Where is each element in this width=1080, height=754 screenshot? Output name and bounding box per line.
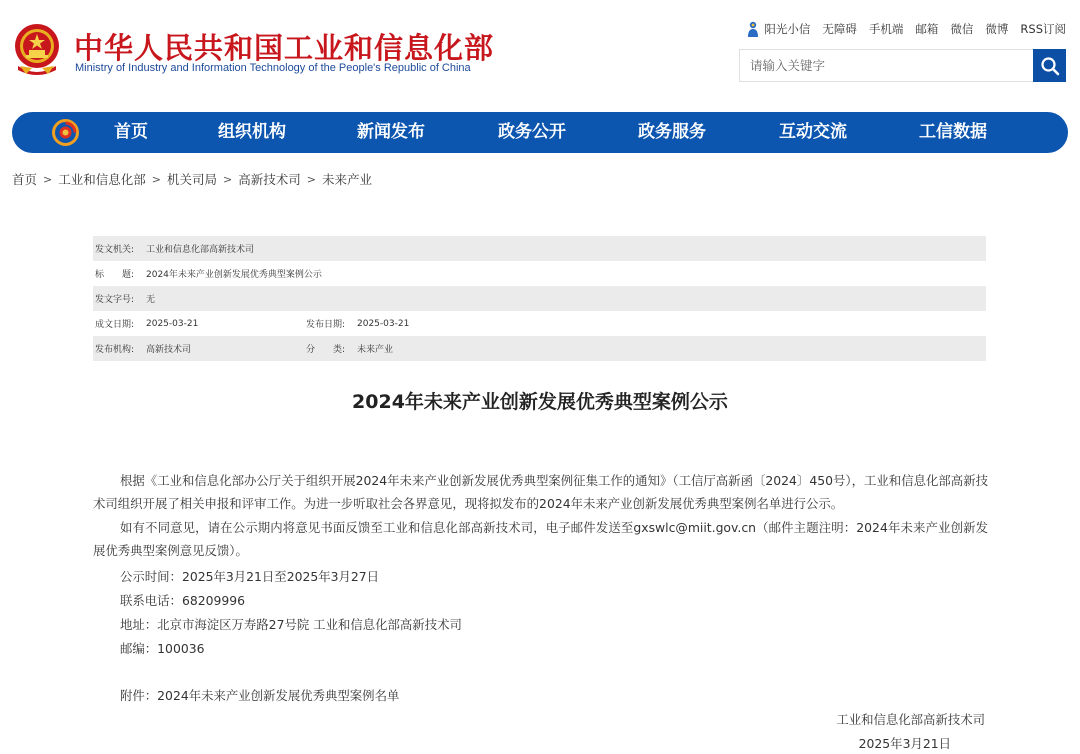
person-icon [746,21,760,37]
toplink-sunlight[interactable] [746,21,810,37]
meta-value: 无 [146,295,156,305]
attachment-link[interactable]: 附件：2024年未来产业创新发展优秀典型案例名单 [120,688,400,703]
nav-item-news[interactable]: 新闻发布 [357,122,425,142]
meta-label: 发文字号: [95,295,135,305]
meta-label: 发文机关: [95,245,135,255]
toplink-rss[interactable]: RSS订阅 [1020,22,1066,36]
nav-item-data[interactable]: 工信数据 [919,122,987,142]
contact-phone: 联系电话：68209996 [120,593,246,608]
breadcrumb-home[interactable]: 首页 [12,172,38,187]
breadcrumb-ministry[interactable]: 工业和信息化部 [58,172,146,187]
search-input[interactable] [740,50,1034,81]
nav-item-gov-affairs[interactable]: 政务公开 [498,122,566,142]
signature-date: 2025年3月21日 [858,736,951,751]
nav-item-interaction[interactable]: 互动交流 [779,122,847,142]
search-box [739,49,1066,82]
meta-row-issuer [93,236,986,261]
meta-value: 工业和信息化部高新技术司 [146,245,255,255]
toplink-mobile[interactable]: 手机端 [868,22,904,36]
meta-value: 2024年未来产业创新发展优秀典型案例公示 [146,270,322,280]
meta-row-dates [93,311,986,336]
breadcrumb-separator: > [306,172,316,186]
notice-period: 公示时间：2025年3月21日至2025年3月27日 [120,569,380,584]
nav-item-organization[interactable]: 组织机构 [218,122,286,142]
top-links [734,21,1066,37]
site-header [0,0,1080,110]
search-icon [1040,56,1060,76]
breadcrumb-departments[interactable]: 机关司局 [166,172,217,187]
meta-row-docno [93,286,986,311]
national-emblem-icon[interactable] [12,22,62,78]
meta-value: 未来产业 [357,345,394,355]
nav-item-home[interactable]: 首页 [114,122,148,142]
meta-label: 发布机构: [95,345,135,355]
site-title[interactable]: 中华人民共和国工业和信息化部 [74,31,495,65]
breadcrumb-separator: > [43,172,53,186]
contact-postcode: 邮编：100036 [120,641,205,656]
main-nav [12,112,1068,153]
article-paragraph: 如有不同意见，请在公示期内将意见书面反馈至工业和信息化部高新技术司，电子邮件发送至gxswlc@miit.gov.cn（邮件主题注明：2024年未来产业创新发展优秀典型案例意见反馈）。 [93,520,988,558]
document-meta-table [93,236,986,361]
meta-label: 成文日期: [95,320,135,330]
contact-address: 地址：北京市海淀区万寿路27号院 工业和信息化部高新技术司 [120,617,462,632]
meta-row-org [93,336,986,361]
toplink-weibo[interactable]: 微博 [985,22,1009,36]
article-title: 2024年未来产业创新发展优秀典型案例公示 [352,391,728,413]
meta-label: 发布日期: [306,320,346,330]
toplink-accessibility[interactable]: 无障碍 [822,22,857,36]
meta-value: 高新技术司 [146,345,192,355]
meta-row-title [93,261,986,286]
toplink-label: 阳光小信 [764,22,811,36]
meta-value: 2025-03-21 [146,318,199,329]
article-paragraph: 根据《工业和信息化部办公厅关于组织开展2024年未来产业创新发展优秀典型案例征集工作的通知》（工信厅高新函〔2024〕450号），工业和信息化部高新技术司组织开展了相关申报和评审工作。为进一步听取社会各界意见，现将拟发布的2024年未来产业创新发展优秀典型案例名单进行公示。 [93,473,988,511]
nav-logo-icon[interactable] [52,119,79,146]
breadcrumb-future-industry[interactable]: 未来产业 [321,172,372,187]
breadcrumb [12,170,372,188]
site-subtitle: Ministry of Industry and Information Technology of the People's Republic of China [75,62,471,74]
nav-item-gov-services[interactable]: 政务服务 [638,122,706,142]
meta-label: 分 类: [306,345,346,355]
meta-label: 标 题: [95,270,135,280]
breadcrumb-separator: > [222,172,233,186]
signature-org: 工业和信息化部高新技术司 [836,712,985,727]
breadcrumb-hitech[interactable]: 高新技术司 [238,172,301,187]
search-button[interactable] [1033,49,1066,82]
toplink-wechat[interactable]: 微信 [950,22,974,36]
breadcrumb-separator: > [151,172,161,186]
meta-value: 2025-03-21 [357,318,410,329]
toplink-mail[interactable]: 邮箱 [915,22,939,36]
